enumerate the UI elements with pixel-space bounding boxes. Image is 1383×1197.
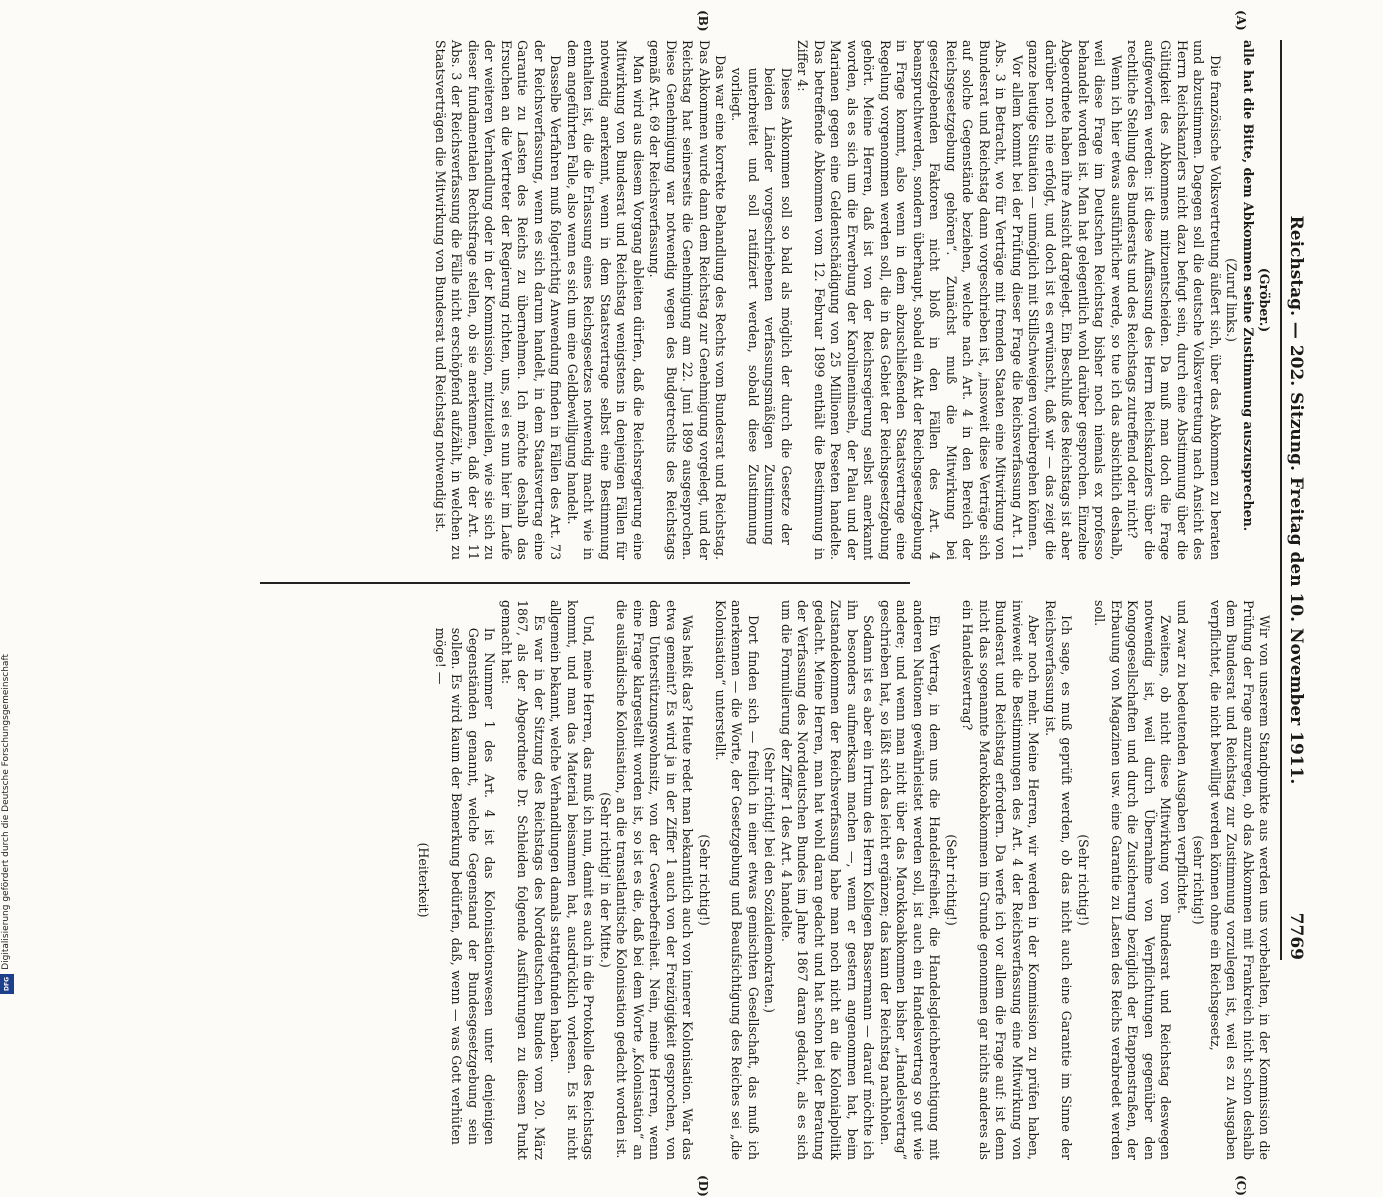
margin-marker-d: (D) [696,1175,710,1197]
column-divider [260,582,910,584]
margin-marker-b: (B) [696,10,710,32]
interjection: (Sehr richtig! in der Mitte.) [597,792,613,968]
paragraph: Dasselbe Verfahren muß folgerichtig Anwendung finden in Fällen des Art. 73 der Reichsverfassung, wenn es sich darum handelt, in dem Staatsvertrag eine Garantie zu Lasten des Reichs zu übernehmen. Ich möchte deshalb das Ersuchen an die Vertreter der Regierung richten, uns, sei es nun hier im Laufe der weiteren Verhandlung oder in der Kommission, mitzuteilen, wie sie sich zu dieser fundamentalen Rechtsfrage stellen, ob sie anerkennen, daß der Art. 11 Abs. 3 der Reichsverfassung die Fälle nicht erschöpfend aufzählt, in welchen zu Staatsverträgen die Mitwirkung von Bundesrat und Reichstag notwendig ist. [432,40,564,560]
speaker-name: (Gröber.) [1257,267,1272,333]
interjection: (Zuruf links.) [1224,258,1240,342]
paragraph: Die französische Volksvertretung äußert sich, über das Abkommen zu beraten und abzustimmen. Dagegen soll die deutsche Volksvertretung nach Ansicht des Herrn Reichskanzlers nicht dazu befugt sein, durch eine Abstimmung über die Gültigkeit des Abkommens mitzuentscheiden. Da muß man doch die Frage aufgeworfen werden: ist diese Auffassung des Herrn Reichskanzlers über die rechtliche Stellung des Bundesrats und des Reichstags zutreffend oder nicht? [1125,40,1223,560]
interjection: (Heiterkeit) [416,842,432,918]
interjection: (Sehr richtig!) [1075,834,1091,926]
page-number: 7769 [1286,912,1306,960]
left-column [432,40,1272,560]
right-column [416,600,1272,1160]
interjection: (Sehr richtig! bei den Sozialdemokraten.) [762,747,778,1013]
interjection: (Sehr richtig!) [696,834,712,926]
paragraph: Das war eine korrekte Behandlung des Rechts vom Bundesrat und Reichstag. Das Abkommen wurde dann dem Reichstag zur Genehmigung vorgelegt, und der Reichstag hat seinerseits die Genehmigung am 22. Juni 1899 ausgesprochen. Diese Genehmigung war notwendig wegen des Budgetrechts des Reichstags gemäß Art. 69 der Reichsverfassung. [647,40,729,560]
paragraph: Wenn ich hier etwas ausführlicher werde, so tue ich das absichtlich deshalb, weil diese Frage im Deutschen Reichstag bisher noch niemals ex professo behandelt worden ist. Man hat gelegentlich wohl darüber gesprochen. Einzelne Abgeordnete haben ihre Ansicht dargelegt. Ein Beschluß des Reichstags ist aber darüber noch nie erfolgt, und doch ist es erwünscht, daß wir — das zeigt die ganze heutige Situation — unmöglich mit Stillschweigen vorübergehen können. [1026,40,1124,560]
paragraph: alle hat die Bitte, dem Abkommen seine Zustimmung auszusprechen. [1240,40,1256,532]
paragraph: Man wird aus diesem Vorgang ableiten dürfen, daß die Reichsregierung eine Mitwirkung von Bundesrat und Reichstag wenigstens in denjenigen Fällen für notwendig anerkennt, wenn in dem Staatsvertrage selbst eine Bestimmung enthalten ist, die die Erlassung eines Reichsgesetzes notwendig macht wie in dem angeführten Falle, also wenn es sich um eine Geldbewilligung handelt. [564,40,646,560]
paragraph: Dort finden sich — freilich in einer etwas gemischten Gesellschaft, das muß ich anerkennen — die Worte, der Gesetzgebung und Beaufsichtigung des Reiches sei „die Kolonisation“ unterstellt. [713,600,761,1160]
paragraph: Was heißt das? Heute redet man bekanntlich auch von innerer Kolonisation. War das etwa gemeint? Es wird ja in der Ziffer 1 auch von der Freizügigkeit gesprochen, von dem Unterstützungswohnsitz, von der Gewerbefreiheit. Nein, meine Herren, wenn eine Frage klargestellt worden ist, so ist es die, daß bei dem Worte „Kolonisation“ an die ausländische Kolonisation, an die transatlantische Kolonisation gedacht worden ist. [614,600,696,1160]
paragraph: Aber noch mehr. Meine Herren, wir werden in der Kommission zu prüfen haben, inwieweit die Bestimmungen des Art. 4 der Reichsverfassung eine Mitwirkung von Bundesrat und Reichstag erfordern. Da werfe ich vor allem die Frage auf: ist denn nicht das sogenannte Marokkoabkommen im Grunde genommen gar nichts anderes als ein Handelsvertrag? [960,600,1042,1160]
paragraph: und zwar zu bedeutenden Ausgaben verpflichtet. [1174,600,1190,915]
rotated-page [40,10,1310,1197]
quotation: In Nummer 1 des Art. 4 ist das Kolonisationswesen unter denjenigen Gegenständen genannt, welche Gegenstand der Bundesgesetzgebung sein sollen. Es wird kaum der Bemerkung bedürfen, daß, wenn — was Gott verhüten möge! — [432,627,498,1145]
digitization-note: Digitalisierung gefördert durch die Deutsche Forschungsgemeinschaft [1,654,11,970]
running-head [1280,40,1310,960]
paragraph: Sodann ist es aber ein Irrtum des Herrn Kollegen Bassermann — darauf möchte ich ihn besonders aufmerksam machen —, wenn er gestern angenommen hat, beim Zustandekommen der Reichsverfassung habe man noch nicht an die Kolonialpolitik gedacht. Meine Herren, man hat wohl daran gedacht und hat schon bei der Beratung der Verfassung des Norddeutschen Bundes im Jahre 1867 daran gedacht, als es sich um die Formulierung der Ziffer 1 des Art. 4 handelte. [778,600,877,1160]
paragraph: Wir von unserem Standpunkte aus werden uns vorbehalten, in der Kommission die Prüfung der Frage anzuregen, ob das Abkommen mit Frankreich nicht schon deshalb dem Bundesrat und Reichstag zur Zustimmung vorzulegen ist, weil es zu Ausgaben verpflichtet, die nicht bewilligt werden können ohne ein Reichsgesetz, [1207,600,1272,1160]
interjection: (Sehr richtig!) [943,834,959,926]
dfg-logo: DFG [0,974,14,994]
interjection: (sehr richtig!) [1191,835,1207,925]
margin-marker-c: (C) [1234,1175,1248,1196]
paragraph: Ich sage, es muß geprüft werden, ob das nicht auch eine Garantie im Sinne der Reichsverfassung ist. [1042,600,1075,1160]
margin-marker-a: (A) [1234,10,1248,31]
header-title: Reichstag. — 202. Sitzung. Freitag den 10. November 1911. [1286,215,1306,785]
paragraph: Es war in der Sitzung des Reichstags des Norddeutschen Bundes vom 20. März 1867, als der Abgeordnete Dr. Schleiden folgende Ausführungen zu diesem Punkt gemacht hat: [498,600,547,1160]
digitization-margin [0,0,14,1000]
paragraph: Vor allem kommt bei der Prüfung dieser Frage die Reichsverfassung Art. 11 Abs. 3 in Betracht, wo für Verträge mit fremden Staaten eine Mitwirkung von Bundesrat und Reichstag dann vorgeschrieben ist, „insoweit diese Verträge sich auf solche Gegenstände beziehen, welche nach Art. 4 in den Bereich der Reichsgesetzgebung gehören“. Zunächst muß die Mitwirkung bei gesetzgebenden Faktoren nicht bloß in den Fällen des Art. 4 beanspruchtwerden, sondern überhaupt, sobald ein Akt der Reichsgesetzgebung in Frage kommt, also wenn in dem abzuschließenden Staatsvertrage eine Regelung vorgenommen werden soll, die in das Gebiet der Reichsgesetzgebung gehört. Meine Herren, daß ist von der Reichsregierung selbst anerkannt worden, als es sich um die Erwerbung der Karolineninseln, der Palau und der Marianen gegen eine Geldentschädigung von 25 Millionen Peseten handelte. Das betreffende Abkommen vom 12. Februar 1899 enthält die Bestimmung in Ziffer 4: [795,40,1025,560]
paragraph: Zweitens, ob nicht diese Mitwirkung von Bundesrat und Reichstag deswegen notwendig ist, weil durch Übernahme von Verpflichtungen gegenüber den Kongogesellschaften und durch die Zusicherung bezüglich der Etappenstraßen, der Erbauung von Magazinen usw. eine Garantie zu Lasten des Reichs verabredet werden soll. [1092,600,1174,1160]
paragraph: Ein Vertrag, in dem uns die Handelsfreiheit, die Handelsgleichberechtigung mit anderen Nationen gewährleistet werden soll, ist auch ein Handelsvertrag so gut wie andere; und wenn man nicht über das Marokkoabkommen bisher „Handelsvertrag“ geschrieben hat, so läßt sich das leicht ergänzen; das kann der Reichstag nachholen. [877,600,943,1160]
paragraph: Und, meine Herren, das muß ich nun, damit es auch in die Protokolle des Reichstags kommt, und man das Material beisammen hat, ausdrücklich vorlesen. Es ist nicht allgemein bekannt, welche Verhandlungen damals stattgefunden haben. [548,600,597,1160]
quotation: Dieses Abkommen soll so bald als möglich der durch die Gesetze der beiden Länder vorgeschriebenen verfassungsmäßigen Zustimmung unterbreitet und soll ratifiziert werden, sobald diese Zustimmung vorliegt. [729,67,794,545]
